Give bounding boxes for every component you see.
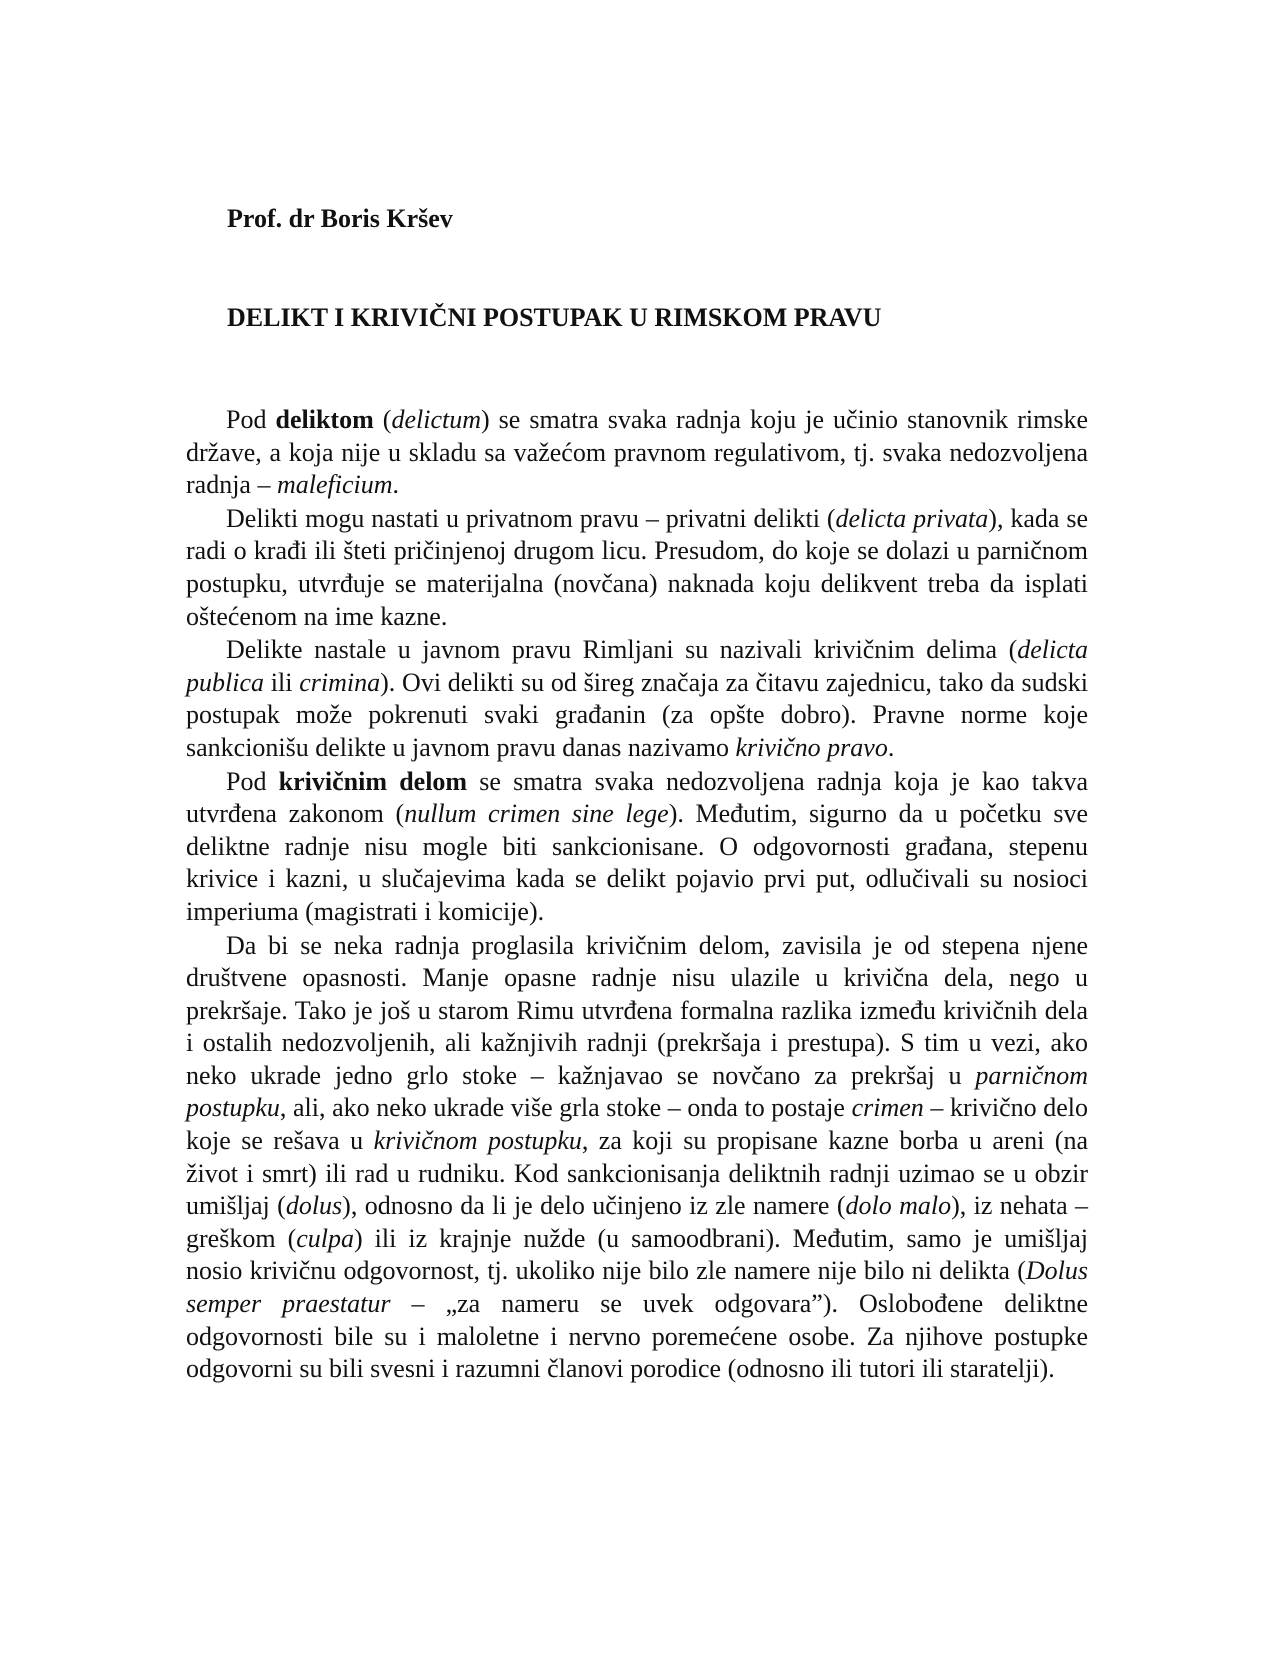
text-run: , za koji su propisane kazne borba u areni (na život i smrt) ili rad u rudniku. Kod sankcionisanja deliktnih radnji uzimao se u obzir umišljaj ( (186, 1126, 1088, 1221)
italic-term: delictum (391, 405, 481, 434)
text-run: . (887, 732, 895, 762)
text-run: , ali, ako neko ukrade više grla stoke – onda to postaje (279, 1093, 852, 1123)
text-run: ), iz nehata – greškom ( (186, 1191, 1089, 1253)
italic-term: dolus (285, 1191, 343, 1221)
italic-term: delicta publica (186, 635, 1088, 697)
italic-term: crimina (299, 667, 381, 697)
text-run: Pod (226, 405, 276, 434)
text-run: – „za nameru se uvek odgovara”). Oslobođene deliktne odgovornosti bile su i maloletne i nervno poremećene osobe. Za njihove postupke odgovorni su bili svesni i razumni članovi porodice (odnosno ili tutori ili staratelji). (186, 1289, 1088, 1384)
text-run: Delikti mogu nastati u privatnom pravu – privatni delikti ( (226, 503, 836, 533)
italic-term: krivičnom postupku (373, 1126, 582, 1156)
italic-term: maleficium (276, 470, 393, 500)
text-run: Pod (226, 766, 279, 796)
text-run: . (392, 470, 399, 500)
text-run: Da bi se neka radnja proglasila krivičnim delom, zavisila je od stepena njene društvene opasnosti. Manje opasne radnje nisu ulazile u krivična dela, nego u prekršaje. Tako je još u starom Rimu utvrđena formalna razlika između krivičnih dela i ostalih nedozvoljenih, ali kažnjivih radnji (prekršaja i prestupa). S tim u vezi, ako neko ukrade jedno grlo stoke – kažnjavao se novčano za prekršaj u (186, 930, 1088, 1090)
paragraph (186, 766, 1088, 929)
paragraph (186, 634, 1088, 764)
italic-term: nullum crimen sine lege (404, 799, 669, 829)
paragraph (186, 930, 1088, 1386)
bold-term: krivičnim delom (278, 766, 468, 796)
paragraph (186, 503, 1088, 633)
paragraph (186, 404, 1088, 502)
text-run: ). Međutim, sigurno da u početku sve deliktne radnje nisu mogle biti sankcionisane. O odgovornosti građana, stepenu krivice i kazni, u slučajevima kada se delikt pojavio prvi put, odlučivali su nosioci imperiuma (magistrati i komicije). (186, 799, 1089, 926)
article-title: DELIKT I KRIVIČNI POSTUPAK U RIMSKOM PRAVU (227, 303, 882, 332)
text-run: Delikte nastale u javnom pravu Rimljani su nazivali krivičnim delima ( (226, 635, 1018, 665)
italic-term: krivično pravo (735, 732, 888, 762)
text-run: ) se smatra svaka radnja koju je učinio stanovnik rimske države, a koja nije u skladu sa važećom pravnom regulativom, tj. svaka nedozvoljena radnja – (186, 405, 1088, 500)
italic-term: parničnom postupku (186, 1060, 1088, 1123)
text-run: ). Ovi delikti su od šireg značaja za čitavu zajednicu, tako da sudski postupak može pokrenuti svaki građanin (za opšte dobro). Pravne norme koje sankcionišu delikte u javnom pravu danas nazivamo (186, 667, 1089, 762)
italic-term: crimen (851, 1093, 924, 1123)
text-run: ) ili iz krajnje nužde (u samoodbrani). Međutim, samo je umišljaj nosio krivičnu odgovornost, tj. ukoliko nije bilo zle namere nije bilo ni delikta ( (186, 1223, 1088, 1286)
bold-term: deliktom (275, 405, 374, 434)
author-name: Prof. dr Boris Kršev (227, 204, 453, 233)
text-run: ( (373, 405, 392, 434)
italic-term: delicta privata (835, 503, 989, 533)
text-run: ), kada se radi o krađi ili šteti pričinjenoj drugom licu. Presudom, do koje se dolazi u parničnom postupku, utvrđuje se materijalna (novčana) naknada koju delikvent treba da isplati oštećenom na ime kazne. (186, 503, 1088, 631)
text-run: se smatra svaka nedozvoljena radnja koja je kao takva utvrđena zakonom ( (186, 766, 1088, 829)
text-run: – krivično delo koje se rešava u (186, 1093, 1088, 1156)
text-run: ), odnosno da li je delo učinjeno iz zle namere ( (342, 1191, 846, 1221)
text-run: ili (264, 667, 300, 697)
italic-term: culpa (296, 1223, 354, 1253)
italic-term: Dolus semper praestatur (186, 1256, 1088, 1319)
italic-term: dolo malo (845, 1191, 952, 1221)
article-body (186, 404, 1088, 1386)
